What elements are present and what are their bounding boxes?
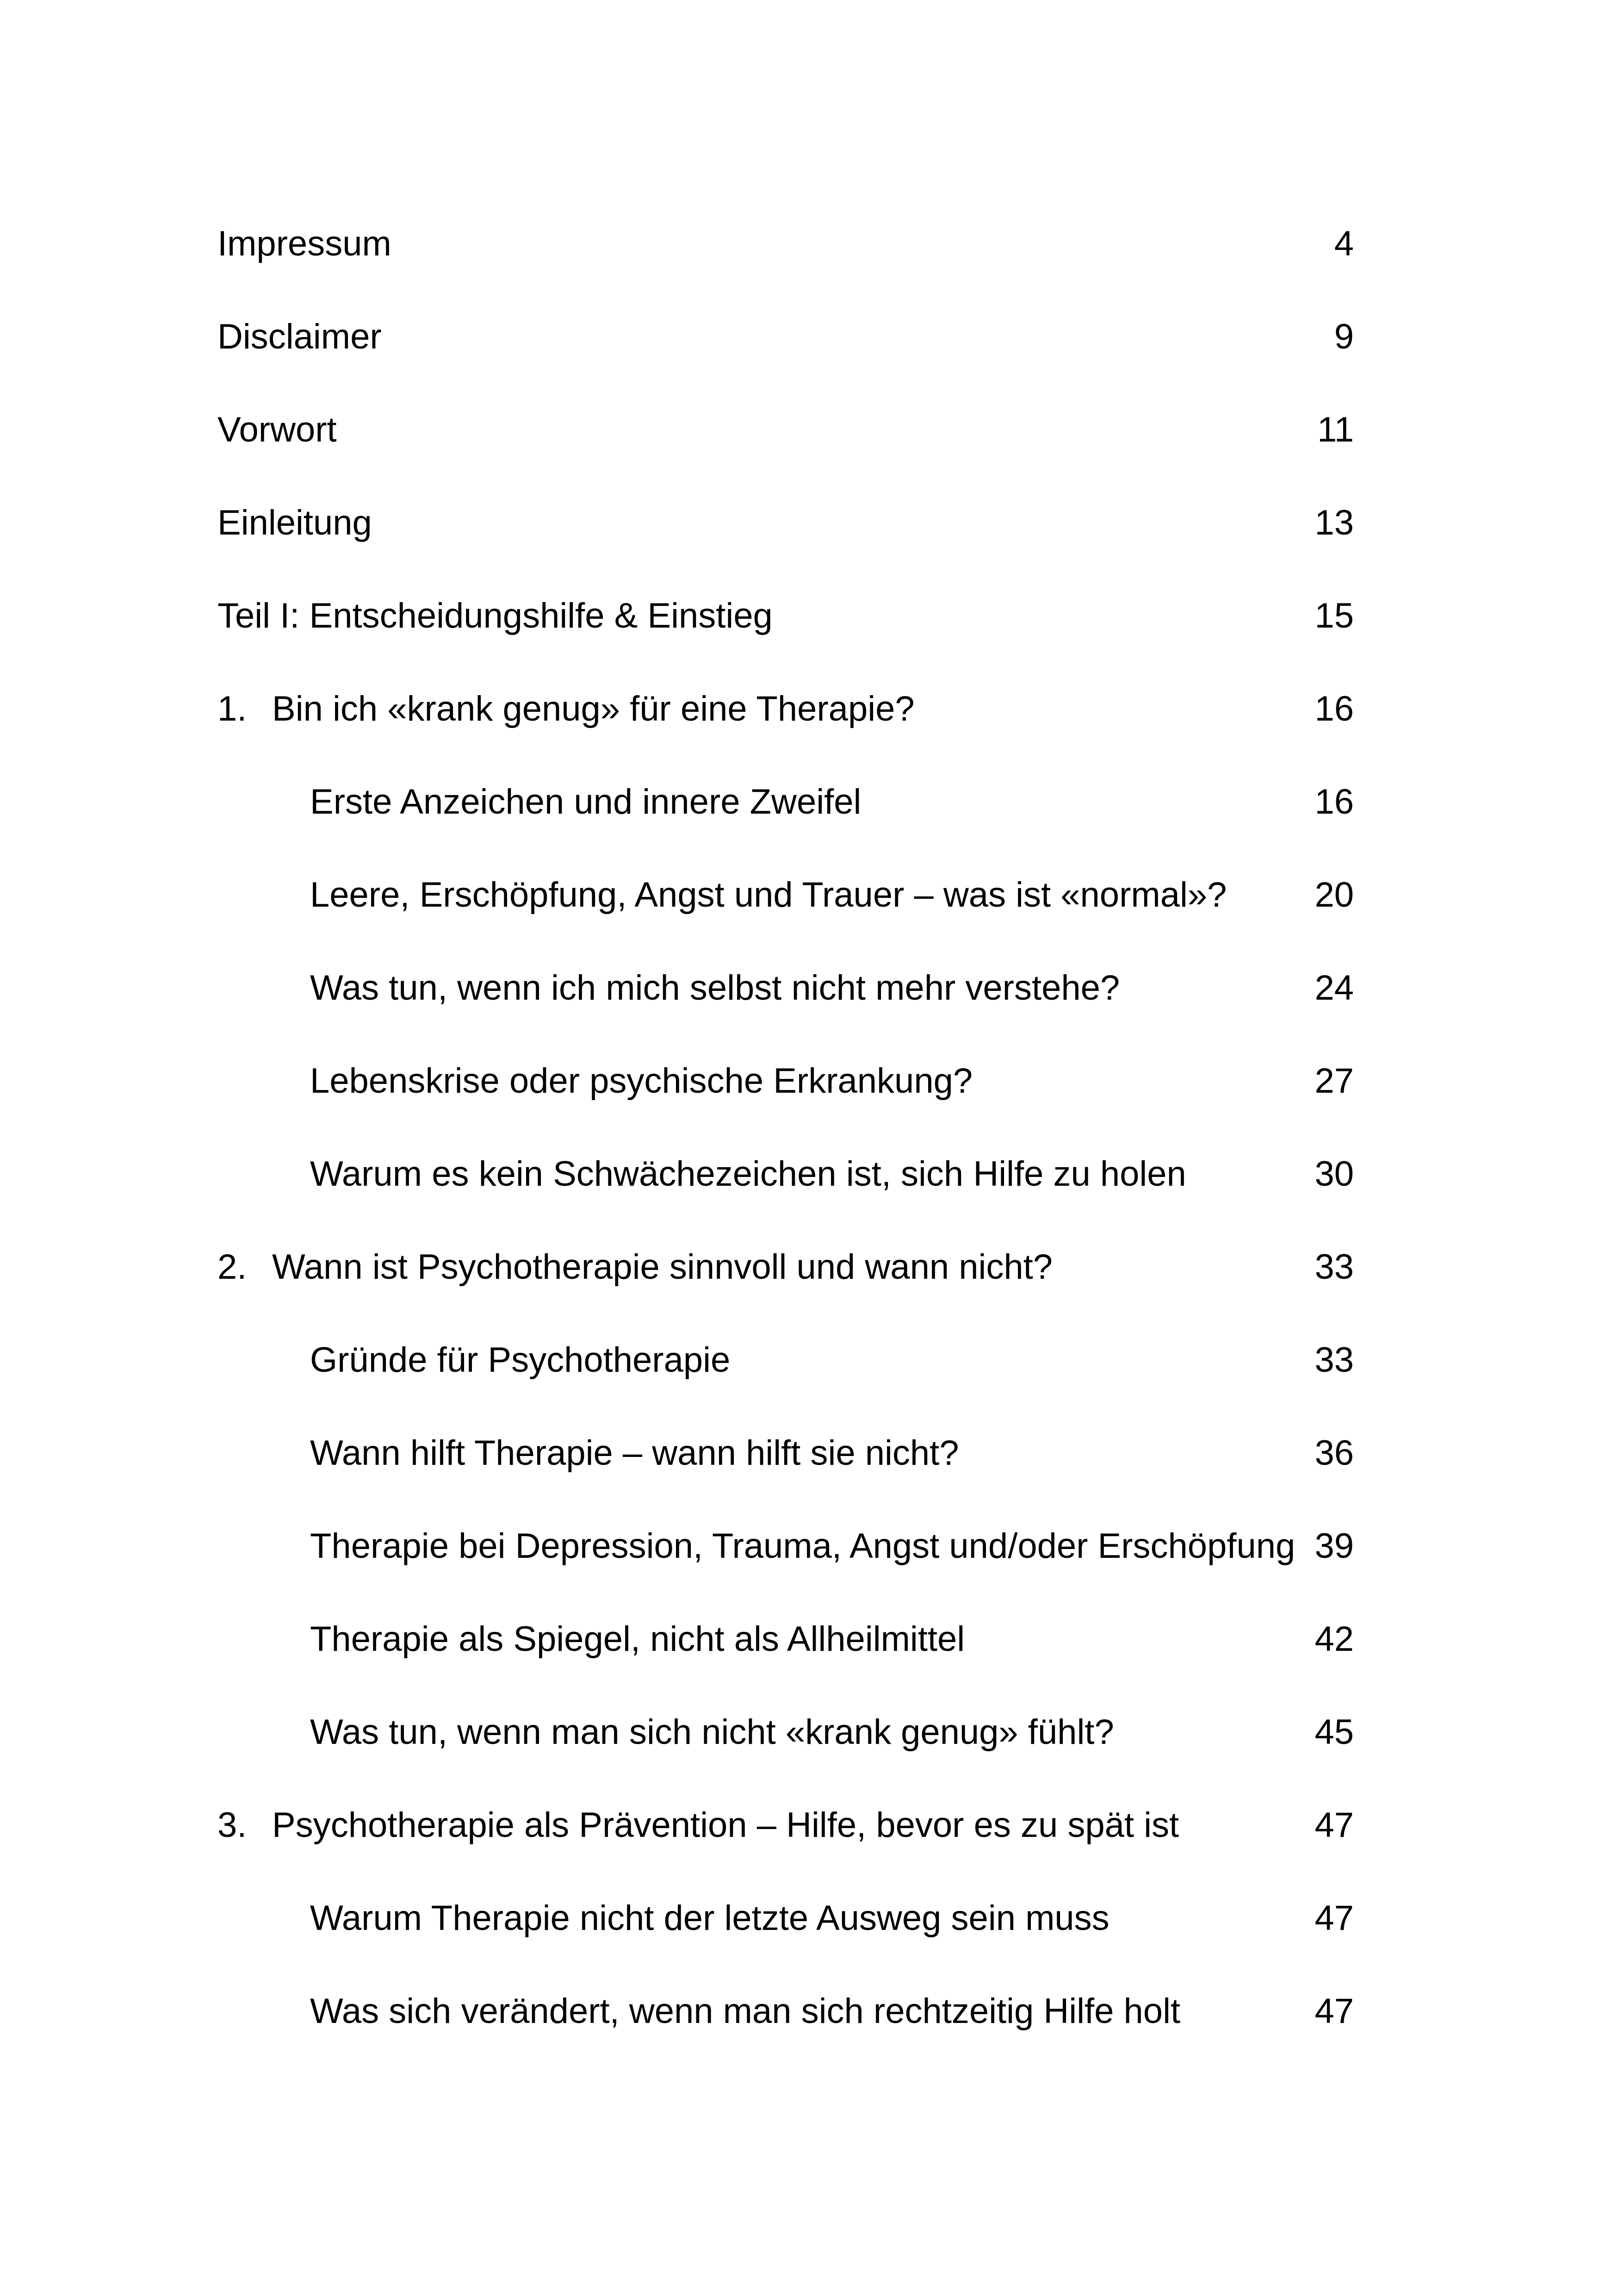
toc-entry-vorwort <box>217 395 1354 488</box>
toc-entry-section <box>217 1512 1354 1605</box>
toc-entry-title: Was tun, wenn man sich nicht «krank genug» fühlt? <box>310 1712 1114 1752</box>
toc-entry-title: Psychotherapie als Prävention – Hilfe, bevor es zu spät ist <box>272 1805 1179 1845</box>
toc-entry-title: Wann ist Psychotherapie sinnvoll und wann nicht? <box>272 1247 1053 1287</box>
toc-entry-title: Teil I: Entscheidungshilfe & Einstieg <box>217 596 773 635</box>
toc-entry-section <box>217 1605 1354 1698</box>
toc-entry-page: 47 <box>1314 1898 1354 1938</box>
toc-entry-title: Erste Anzeichen und innere Zweifel <box>310 782 862 821</box>
toc-entry-page: 20 <box>1314 875 1354 915</box>
toc-entry-title: Therapie bei Depression, Trauma, Angst und/oder Erschöpfung <box>310 1526 1296 1566</box>
toc-entry-page: 16 <box>1314 782 1354 821</box>
toc-entry-page: 16 <box>1314 689 1354 728</box>
toc-entry-page: 30 <box>1314 1154 1354 1194</box>
toc-entry-section <box>217 860 1354 953</box>
toc-entry-page: 27 <box>1314 1061 1354 1101</box>
toc-entry-page: 47 <box>1314 1805 1354 1845</box>
toc-entry-chapter-3 <box>217 1791 1354 1884</box>
toc-entry-page: 39 <box>1314 1526 1354 1566</box>
toc-entry-page: 15 <box>1314 596 1354 635</box>
toc-entry-number: 3. <box>217 1805 247 1845</box>
toc-entry-page: 13 <box>1314 503 1354 542</box>
toc-entry-section <box>217 1139 1354 1232</box>
toc-entry-title: Vorwort <box>217 410 337 449</box>
toc-entry-page: 45 <box>1314 1712 1354 1752</box>
toc-entry-title: Warum Therapie nicht der letzte Ausweg sein muss <box>310 1898 1110 1938</box>
toc-entry-einleitung <box>217 488 1354 581</box>
table-of-contents <box>217 209 1354 2070</box>
toc-entry-title: Wann hilft Therapie – wann hilft sie nicht? <box>310 1433 959 1473</box>
toc-entry-page: 9 <box>1334 317 1354 356</box>
toc-entry-section <box>217 1419 1354 1512</box>
toc-entry-title: Disclaimer <box>217 317 382 356</box>
toc-entry-title: Bin ich «krank genug» für eine Therapie? <box>272 689 915 728</box>
toc-entry-section <box>217 1884 1354 1977</box>
toc-entry-title: Therapie als Spiegel, nicht als Allheilmittel <box>310 1619 965 1659</box>
toc-entry-disclaimer <box>217 302 1354 395</box>
toc-entry-title: Gründe für Psychotherapie <box>310 1340 731 1380</box>
toc-entry-title: Einleitung <box>217 503 372 542</box>
toc-entry-title: Leere, Erschöpfung, Angst und Trauer – was ist «normal»? <box>310 875 1227 915</box>
toc-entry-section <box>217 1046 1354 1139</box>
toc-entry-page: 36 <box>1314 1433 1354 1473</box>
toc-entry-section <box>217 1977 1354 2070</box>
toc-entry-section <box>217 953 1354 1046</box>
toc-entry-section <box>217 767 1354 860</box>
toc-entry-page: 42 <box>1314 1619 1354 1659</box>
toc-entry-page: 11 <box>1317 410 1354 449</box>
toc-entry-page: 24 <box>1314 968 1354 1008</box>
toc-entry-page: 4 <box>1334 224 1354 263</box>
toc-entry-page: 33 <box>1314 1340 1354 1380</box>
toc-entry-title: Was tun, wenn ich mich selbst nicht mehr verstehe? <box>310 968 1120 1008</box>
toc-entry-title: Warum es kein Schwächezeichen ist, sich Hilfe zu holen <box>310 1154 1186 1194</box>
toc-entry-page: 33 <box>1314 1247 1354 1287</box>
toc-entry-teil-1 <box>217 581 1354 674</box>
toc-entry-chapter-1 <box>217 674 1354 767</box>
toc-entry-section <box>217 1325 1354 1419</box>
toc-entry-title: Impressum <box>217 224 391 263</box>
toc-entry-number: 1. <box>217 689 247 728</box>
toc-entry-page: 47 <box>1314 1991 1354 2031</box>
toc-entry-number: 2. <box>217 1247 247 1287</box>
toc-entry-title: Was sich verändert, wenn man sich rechtzeitig Hilfe holt <box>310 1991 1181 2031</box>
toc-entry-impressum <box>217 209 1354 302</box>
toc-entry-title: Lebenskrise oder psychische Erkrankung? <box>310 1061 973 1101</box>
toc-entry-chapter-2 <box>217 1232 1354 1325</box>
toc-entry-section <box>217 1698 1354 1791</box>
